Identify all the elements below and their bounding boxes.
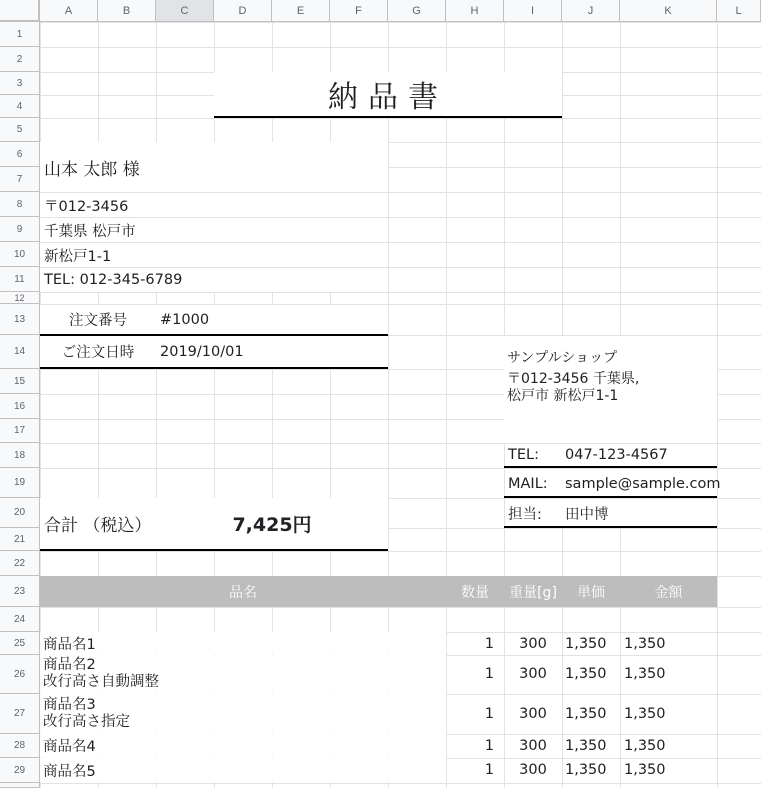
shop-address-line2: 松戸市 新松戸1-1 bbox=[507, 388, 619, 404]
page-title: 納品書 bbox=[328, 80, 448, 115]
row-header-10[interactable]: 10 bbox=[0, 242, 40, 267]
header-name-label: 品名 bbox=[229, 584, 257, 601]
row-header-19[interactable]: 19 bbox=[0, 468, 40, 498]
row-header-4[interactable]: 4 bbox=[0, 95, 40, 118]
item-name: 商品名4 bbox=[43, 739, 96, 755]
row-header-28[interactable]: 28 bbox=[0, 734, 40, 758]
row-header-29[interactable]: 29 bbox=[0, 758, 40, 783]
row-header-25[interactable]: 25 bbox=[0, 632, 40, 655]
select-all-corner[interactable] bbox=[0, 0, 40, 22]
row-header-6[interactable]: 6 bbox=[0, 142, 40, 167]
shop-mail-label: MAIL: bbox=[508, 475, 548, 492]
item-qty[interactable]: 1 bbox=[484, 705, 494, 722]
order-date-underline bbox=[40, 367, 388, 369]
row-header-18[interactable]: 18 bbox=[0, 443, 40, 468]
order-no-value: #1000 bbox=[160, 311, 210, 328]
item-qty[interactable]: 1 bbox=[484, 635, 494, 652]
row-header-11[interactable]: 11 bbox=[0, 267, 40, 292]
gridline-horizontal bbox=[40, 607, 761, 608]
item-amount[interactable]: 1,350 bbox=[624, 705, 666, 722]
gridline-horizontal bbox=[40, 551, 761, 552]
gridline-horizontal bbox=[40, 292, 761, 293]
column-header-h[interactable]: H bbox=[446, 0, 504, 22]
item-unit-price[interactable]: 1,350 bbox=[565, 762, 607, 778]
order-no-label: 注文番号 bbox=[69, 313, 127, 329]
item-name: 商品名5 bbox=[43, 763, 96, 780]
row-header-1[interactable]: 1 bbox=[0, 22, 40, 47]
item-name: 商品名1 bbox=[43, 637, 96, 653]
shop-name: サンプルショップ bbox=[507, 350, 618, 366]
item-name-cell-1[interactable] bbox=[40, 632, 446, 654]
item-name-line2: 改行高さ指定 bbox=[43, 713, 130, 730]
row-header-9[interactable]: 9 bbox=[0, 217, 40, 242]
column-header-c[interactable]: C bbox=[156, 0, 214, 22]
item-unit-price[interactable]: 1,350 bbox=[565, 705, 607, 722]
total-label: 合計 （税込） bbox=[44, 516, 152, 536]
shop-mail-value: sample@sample.com bbox=[565, 475, 721, 492]
row-header-17[interactable]: 17 bbox=[0, 419, 40, 443]
item-name-line2: 改行高さ自動調整 bbox=[43, 674, 159, 690]
column-header-b[interactable]: B bbox=[98, 0, 156, 22]
customer-address2: 新松戸1-1 bbox=[44, 248, 112, 265]
item-name-line1: 商品名2 bbox=[43, 657, 96, 673]
item-amount[interactable]: 1,350 bbox=[624, 762, 666, 778]
item-weight[interactable]: 300 bbox=[519, 635, 547, 652]
total-value: 7,425円 bbox=[232, 514, 312, 536]
column-header-j[interactable]: J bbox=[562, 0, 620, 22]
row-header-15[interactable]: 15 bbox=[0, 369, 40, 394]
customer-tel: TEL: 012-345-6789 bbox=[44, 272, 183, 288]
shop-tel-underline bbox=[504, 466, 717, 468]
item-name-cell-4[interactable] bbox=[40, 734, 446, 757]
customer-address1: 千葉県 松戸市 bbox=[44, 223, 136, 240]
item-name bbox=[43, 655, 159, 693]
order-date-label: ご注文日時 bbox=[61, 345, 135, 361]
item-weight[interactable]: 300 bbox=[519, 737, 547, 754]
row-header-12[interactable]: 12 bbox=[0, 292, 40, 304]
row-header-8[interactable]: 8 bbox=[0, 192, 40, 217]
total-underline bbox=[40, 549, 388, 551]
row-header-16[interactable]: 16 bbox=[0, 394, 40, 419]
row-header-2[interactable]: 2 bbox=[0, 47, 40, 72]
customer-name: 山本 太郎 様 bbox=[44, 159, 140, 180]
item-weight[interactable]: 300 bbox=[519, 666, 547, 682]
row-header-23[interactable]: 23 bbox=[0, 576, 40, 607]
column-header-k[interactable]: K bbox=[620, 0, 717, 22]
gridline-horizontal bbox=[40, 47, 761, 48]
shop-tel-label: TEL: bbox=[508, 447, 539, 463]
item-unit-price[interactable]: 1,350 bbox=[565, 635, 607, 652]
row-header-13[interactable]: 13 bbox=[0, 304, 40, 335]
row-header-26[interactable]: 26 bbox=[0, 655, 40, 694]
gridline-horizontal bbox=[40, 22, 761, 23]
header-qty-label: 数量 bbox=[461, 584, 489, 601]
row-header-21[interactable]: 21 bbox=[0, 528, 40, 551]
row-header-24[interactable]: 24 bbox=[0, 607, 40, 632]
row-header-5[interactable]: 5 bbox=[0, 118, 40, 142]
row-header-14[interactable]: 14 bbox=[0, 335, 40, 369]
item-name-line1: 商品名3 bbox=[43, 696, 96, 713]
item-amount[interactable]: 1,350 bbox=[624, 635, 666, 652]
item-qty[interactable]: 1 bbox=[484, 666, 494, 682]
item-unit-price[interactable]: 1,350 bbox=[565, 737, 607, 754]
row-header-27[interactable]: 27 bbox=[0, 694, 40, 734]
item-qty[interactable]: 1 bbox=[484, 737, 494, 754]
column-header-l[interactable]: L bbox=[717, 0, 761, 22]
column-header-e[interactable]: E bbox=[272, 0, 330, 22]
item-amount[interactable]: 1,350 bbox=[624, 737, 666, 754]
gridline-vertical bbox=[717, 22, 718, 788]
gridline-horizontal bbox=[40, 118, 761, 119]
row-header-22[interactable]: 22 bbox=[0, 551, 40, 576]
column-header-a[interactable]: A bbox=[40, 0, 98, 22]
shop-staff-label: 担当: bbox=[508, 507, 542, 523]
row-header-7[interactable]: 7 bbox=[0, 167, 40, 192]
header-weight-label: 重量[g] bbox=[509, 584, 557, 601]
header-amount-label: 金額 bbox=[654, 584, 683, 601]
item-qty[interactable]: 1 bbox=[484, 762, 494, 778]
column-header-g[interactable]: G bbox=[388, 0, 446, 22]
item-name-cell-5[interactable] bbox=[40, 758, 446, 782]
row-header-overflow bbox=[0, 783, 40, 788]
item-name bbox=[43, 694, 130, 733]
column-header-i[interactable]: I bbox=[504, 0, 562, 22]
item-weight[interactable]: 300 bbox=[519, 762, 547, 778]
column-header-f[interactable]: F bbox=[330, 0, 388, 22]
shop-staff-value: 田中博 bbox=[565, 507, 609, 523]
column-header-d[interactable]: D bbox=[214, 0, 272, 22]
order-date-value: 2019/10/01 bbox=[160, 343, 244, 360]
header-unit-price-label: 単価 bbox=[577, 584, 605, 601]
row-header-20[interactable]: 20 bbox=[0, 498, 40, 528]
shop-address-line1: 〒012-3456 千葉県, bbox=[507, 371, 640, 387]
shop-tel-value: 047-123-4567 bbox=[565, 447, 668, 463]
title-underline bbox=[214, 116, 562, 118]
customer-postal: 〒012-3456 bbox=[44, 198, 129, 215]
item-weight[interactable]: 300 bbox=[519, 705, 547, 722]
row-header-3[interactable]: 3 bbox=[0, 72, 40, 95]
item-unit-price[interactable]: 1,350 bbox=[565, 666, 607, 682]
item-amount[interactable]: 1,350 bbox=[624, 666, 666, 682]
gridline-horizontal bbox=[40, 783, 761, 784]
